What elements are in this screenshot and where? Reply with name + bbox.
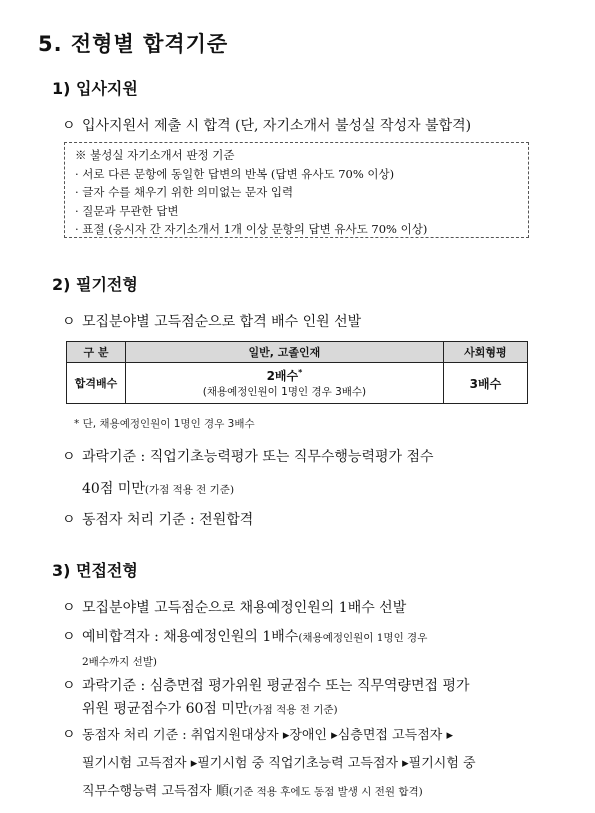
table-header-social: 사회형평 [443,342,527,363]
interview-reserve-line2: 2배수까지 선발) [82,656,157,668]
bullet-interview-selection: ㅇ 모집분야별 고득점순으로 채용예정인원의 1배수 선발 [62,597,406,617]
page-title: 5. 전형별 합격기준 [38,32,229,56]
table-header-general: 일반, 고졸인재 [126,342,444,363]
bullet-written-cutoff: ㅇ 과락기준 : 직업기초능력평가 또는 직무수행능력평가 점수 [62,446,434,466]
bullet-written-selection: ㅇ 모집분야별 고득점순으로 합격 배수 인원 선발 [62,311,361,331]
bullet-marker: ㅇ [62,629,76,645]
table-cell-general [126,363,444,404]
bullet-interview-tie: ㅇ 동점자 처리 기준 : 취업지원대상자 ▸장애인 ▸심층면접 고득점자 ▸ [62,724,453,744]
interview-tie-line3: 직무수행능력 고득점자 順(기준 적용 후에도 동점 발생 시 전원 합격) [82,784,423,799]
bullet-marker: ㅇ [62,727,76,743]
bullet-application-pass: ㅇ 입사지원서 제출 시 합격 (단, 자기소개서 불성실 작성자 불합격) [62,115,471,135]
section-heading-written: 2) 필기전형 [52,275,138,294]
criteria-item: · 질문과 무관한 답변 [75,203,179,218]
criteria-box [64,142,529,238]
bullet-marker: ㅇ [62,678,76,694]
table-footnote: * 단, 채용예정인원이 1명인 경우 3배수 [74,418,255,430]
table-cell-social: 3배수 [443,363,527,404]
general-ratio: 2배수* [266,368,303,383]
criteria-box-title: ※ 불성실 자기소개서 판정 기준 [75,148,235,162]
criteria-item: · 서로 다른 문항에 동일한 답변의 반복 (답변 유사도 70% 이상) [75,166,395,181]
table-row-label: 합격배수 [67,363,126,404]
bullet-marker: ㅇ [62,118,76,134]
general-ratio-note: (채용예정인원이 1명인 경우 3배수) [202,386,367,398]
bullet-marker: ㅇ [62,449,76,465]
section-heading-interview: 3) 면접전형 [52,561,138,580]
criteria-item: · 글자 수를 채우기 위한 의미없는 문자 입력 [75,185,294,199]
bullet-interview-cutoff: ㅇ 과락기준 : 심층면접 평가위원 평균점수 또는 직무역량면접 평가 [62,675,470,695]
bullet-marker: ㅇ [62,512,76,528]
section-heading-application: 1) 입사지원 [52,79,138,98]
interview-tie-line2: 필기시험 고득점자 ▸필기시험 중 직업기초능력 고득점자 ▸필기시험 중 [82,756,476,771]
bullet-written-tie: ㅇ 동점자 처리 기준 : 전원합격 [62,509,253,529]
pass-ratio-table [66,341,528,404]
bullet-marker: ㅇ [62,600,76,616]
bullet-interview-reserve: ㅇ 예비합격자 : 채용예정인원의 1배수(채용예정인원이 1명인 경우 [62,626,427,646]
interview-cutoff-line2: 위원 평균점수가 60점 미만(가점 적용 전 기준) [82,701,338,717]
written-cutoff-line2: 40점 미만(가점 적용 전 기준) [82,481,235,497]
bullet-marker: ㅇ [62,314,76,330]
criteria-item: · 표절 (응시자 간 자기소개서 1개 이상 문항의 답변 유사도 70% 이상) [75,222,428,236]
table-header-category: 구 분 [67,342,126,363]
